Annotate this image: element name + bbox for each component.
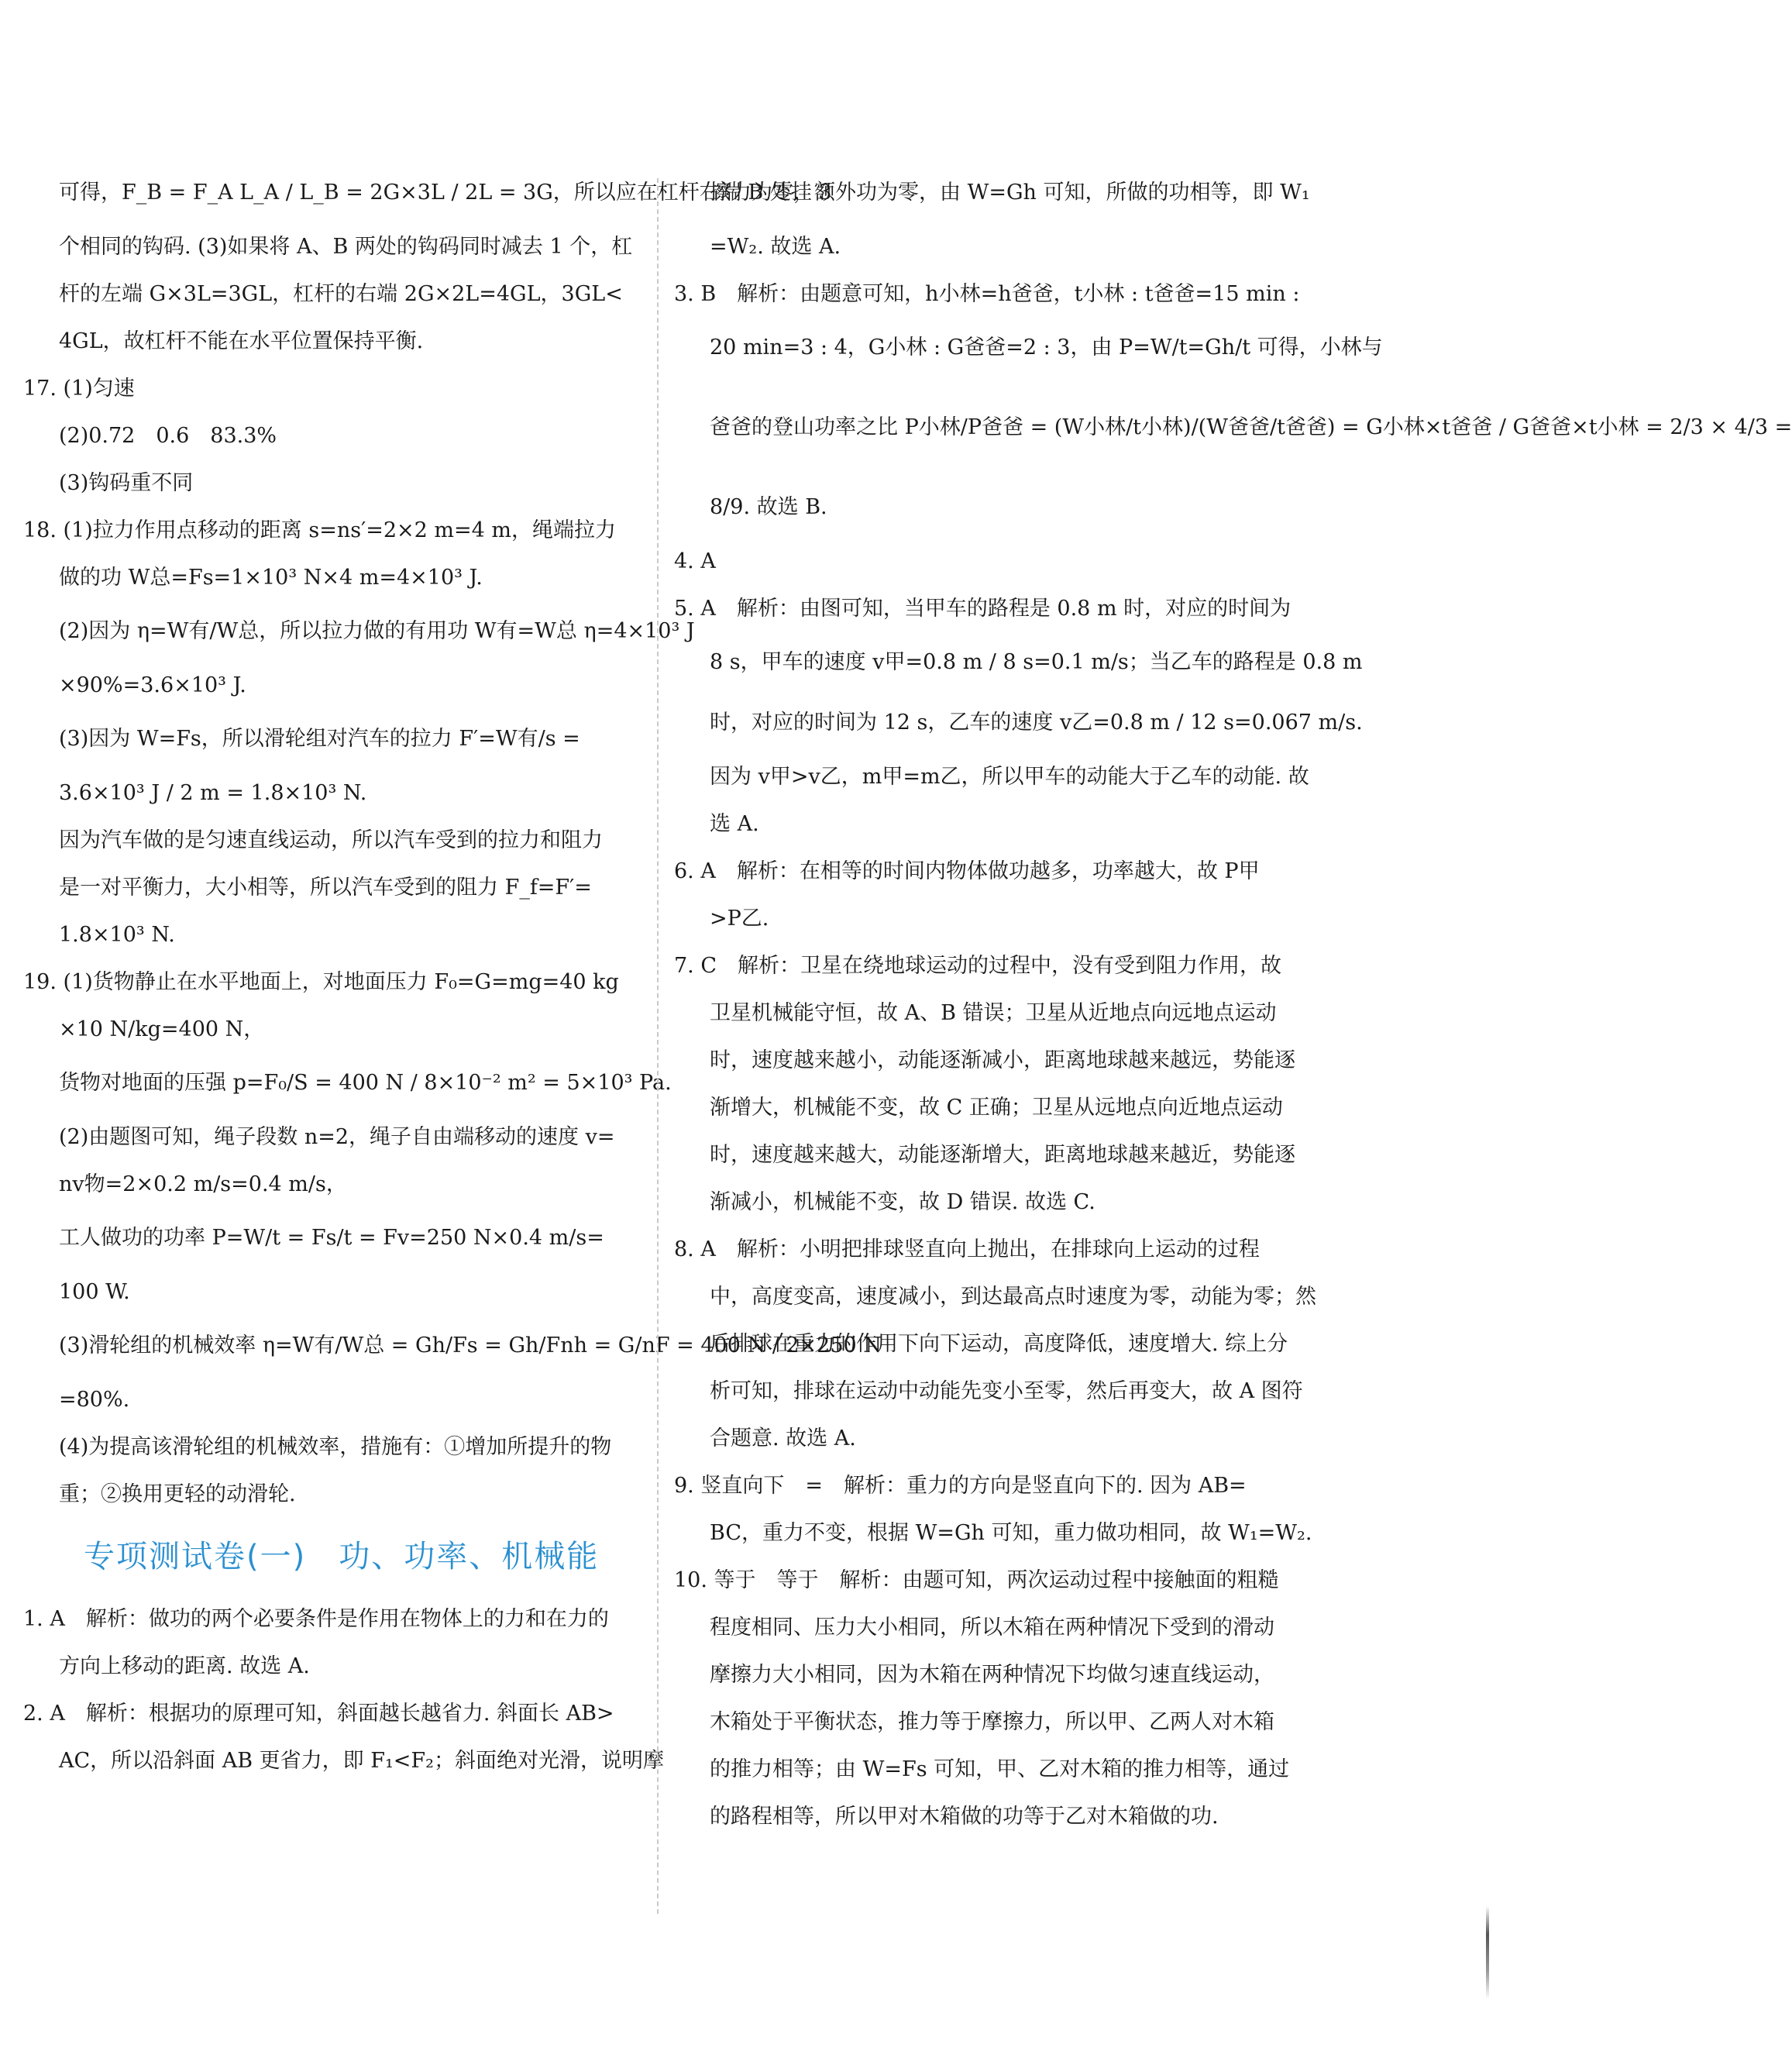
text-line: =W₂. 故选 A. [710, 235, 841, 259]
text-line: 中，高度变高，速度减小，到达最高点时速度为零，动能为零；然 [710, 1285, 1316, 1309]
question-8: 8. A 解析：小明把排球竖直向上抛出，在排球向上运动的过程 [674, 1237, 1260, 1261]
text-line: 3.6×10³ J / 2 m = 1.8×10³ N. [59, 781, 367, 805]
text-line: 卫星机械能守恒，故 A、B 错误；卫星从近地点向远地点运动 [710, 1001, 1277, 1025]
text-line: 个相同的钩码. (3)如果将 A、B 两处的钩码同时减去 1 个，杠 [59, 235, 633, 259]
text-line: 可得，F_B = F_A L_A / L_B = 2G×3L / 2L = 3G，所以应在杠杆右端 B 处挂 3 [59, 181, 832, 205]
text-line: AC，所以沿斜面 AB 更省力，即 F₁<F₂；斜面绝对光滑，说明摩 [59, 1749, 664, 1773]
text-line: 方向上移动的距离. 故选 A. [59, 1654, 310, 1678]
text-line: (3)钩码重不同 [59, 471, 194, 495]
text-line: >P乙. [710, 907, 769, 931]
right-column [674, 163, 1792, 1840]
text-line: 后排球在重力的作用下向下运动，高度降低，速度增大. 综上分 [710, 1332, 1288, 1356]
section-title: 专项测试卷(一) 功、功率、机械能 [84, 1539, 600, 1574]
text-line: 时，对应的时间为 12 s，乙车的速度 v乙=0.8 m / 12 s=0.067 m/s. [710, 711, 1363, 735]
question-9: 9. 竖直向下 = 解析：重力的方向是竖直向下的. 因为 AB= [674, 1474, 1247, 1498]
text-line: (2)因为 η=W有/W总，所以拉力做的有用功 W有=W总 η=4×10³ J [59, 619, 695, 643]
text-line: 擦力为零，额外功为零，由 W=Gh 可知，所做的功相等，即 W₁ [710, 181, 1310, 205]
text-line: 的推力相等；由 W=Fs 可知，甲、乙对木箱的推力相等，通过 [710, 1757, 1290, 1781]
text-line: (3)滑轮组的机械效率 η=W有/W总 = Gh/Fs = Gh/Fnh = G/nF = 400 N / 2×250 N [59, 1333, 882, 1358]
text-line: 因为 v甲>v乙，m甲=m乙，所以甲车的动能大于乙车的动能. 故 [710, 765, 1309, 789]
text-line: 爸爸的登山功率之比 P小林/P爸爸 = (W小林/t小林)/(W爸爸/t爸爸) = G小林×t爸爸 / G爸爸×t小林 = 2/3 × 4/3 = [710, 415, 1792, 439]
text-line: 100 W. [59, 1280, 130, 1304]
text-line: 4GL，故杠杆不能在水平位置保持平衡. [59, 329, 424, 353]
text-line: 时，速度越来越大，动能逐渐增大，距离地球越来越近，势能逐 [710, 1143, 1295, 1167]
text-line: 的路程相等，所以甲对木箱做的功等于乙对木箱做的功. [710, 1805, 1219, 1829]
text-line: =80%. [59, 1388, 130, 1412]
text-line: 杆的左端 G×3L=3GL，杠杆的右端 2G×2L=4GL，3GL< [59, 282, 623, 306]
text-line: 是一对平衡力，大小相等，所以汽车受到的阻力 F_f=F′= [59, 876, 592, 900]
text-line: BC，重力不变，根据 W=Gh 可知，重力做功相同，故 W₁=W₂. [710, 1521, 1312, 1545]
question-17: 17. (1)匀速 [23, 377, 135, 401]
text-line: (2)0.72 0.6 83.3% [59, 424, 277, 448]
question-18: 18. (1)拉力作用点移动的距离 s=ns′=2×2 m=4 m，绳端拉力 [23, 518, 616, 542]
text-line: 重；②换用更轻的动滑轮. [59, 1482, 296, 1506]
text-line: 8 s，甲车的速度 v甲=0.8 m / 8 s=0.1 m/s；当乙车的路程是 0.8 m [710, 650, 1363, 674]
text-line: 摩擦力大小相同，因为木箱在两种情况下均做匀速直线运动， [710, 1663, 1274, 1687]
text-line: (3)因为 W=Fs，所以滑轮组对汽车的拉力 F′=W有/s = [59, 727, 580, 751]
question-7: 7. C 解析：卫星在绕地球运动的过程中，没有受到阻力作用，故 [674, 954, 1282, 978]
text-line: (4)为提高该滑轮组的机械效率，措施有：①增加所提升的物 [59, 1435, 612, 1459]
question-3: 3. B 解析：由题意可知，h小林=h爸爸，t小林 : t爸爸=15 min : [674, 282, 1300, 306]
text-line: ×90%=3.6×10³ J. [59, 673, 246, 697]
text-line: 1.8×10³ N. [59, 923, 175, 947]
question-6: 6. A 解析：在相等的时间内物体做功越多，功率越大，故 P甲 [674, 859, 1260, 883]
text-line: 渐减小，机械能不变，故 D 错误. 故选 C. [710, 1190, 1095, 1214]
text-line: ×10 N/kg=400 N， [59, 1017, 265, 1041]
text-line: 因为汽车做的是匀速直线运动，所以汽车受到的拉力和阻力 [59, 828, 603, 852]
text-line: 木箱处于平衡状态，推力等于摩擦力，所以甲、乙两人对木箱 [710, 1710, 1274, 1734]
text-line: 合题意. 故选 A. [710, 1426, 856, 1450]
text-line: 做的功 W总=Fs=1×10³ N×4 m=4×10³ J. [59, 566, 483, 590]
text-line: 选 A. [710, 812, 759, 836]
text-line: (2)由题图可知，绳子段数 n=2，绳子自由端移动的速度 v= [59, 1125, 615, 1149]
question-1: 1. A 解析：做功的两个必要条件是作用在物体上的力和在力的 [23, 1607, 609, 1631]
text-line: 时，速度越来越小，动能逐渐减小，距离地球越来越远，势能逐 [710, 1048, 1295, 1072]
question-10: 10. 等于 等于 解析：由题可知，两次运动过程中接触面的粗糙 [674, 1568, 1279, 1592]
scan-edge-mark [1486, 1906, 1489, 1999]
column-divider [657, 178, 659, 1914]
text-line: 货物对地面的压强 p=F₀/S = 400 N / 8×10⁻² m² = 5×10³ Pa. [59, 1071, 672, 1095]
text-line: 20 min=3 : 4，G小林 : G爸爸=2 : 3，由 P=W/t=Gh/t 可得，小林与 [710, 336, 1383, 360]
text-line: 渐增大，机械能不变，故 C 正确；卫星从远地点向近地点运动 [710, 1096, 1283, 1120]
text-line: 程度相同、压力大小相同，所以木箱在两种情况下受到的滑动 [710, 1616, 1274, 1640]
question-4: 4. A [674, 549, 716, 573]
question-5: 5. A 解析：由图可知，当甲车的路程是 0.8 m 时，对应的时间为 [674, 597, 1292, 621]
text-line: nv物=2×0.2 m/s=0.4 m/s， [59, 1172, 347, 1196]
text-line: 析可知，排球在运动中动能先变小至零，然后再变大，故 A 图符 [710, 1379, 1303, 1403]
question-19: 19. (1)货物静止在水平地面上，对地面压力 F₀=G=mg=40 kg [23, 970, 619, 994]
question-2: 2. A 解析：根据功的原理可知，斜面越长越省力. 斜面长 AB> [23, 1702, 614, 1726]
text-line: 工人做功的功率 P=W/t = Fs/t = Fv=250 N×0.4 m/s= [59, 1226, 604, 1250]
text-line: 8/9. 故选 B. [710, 495, 827, 519]
